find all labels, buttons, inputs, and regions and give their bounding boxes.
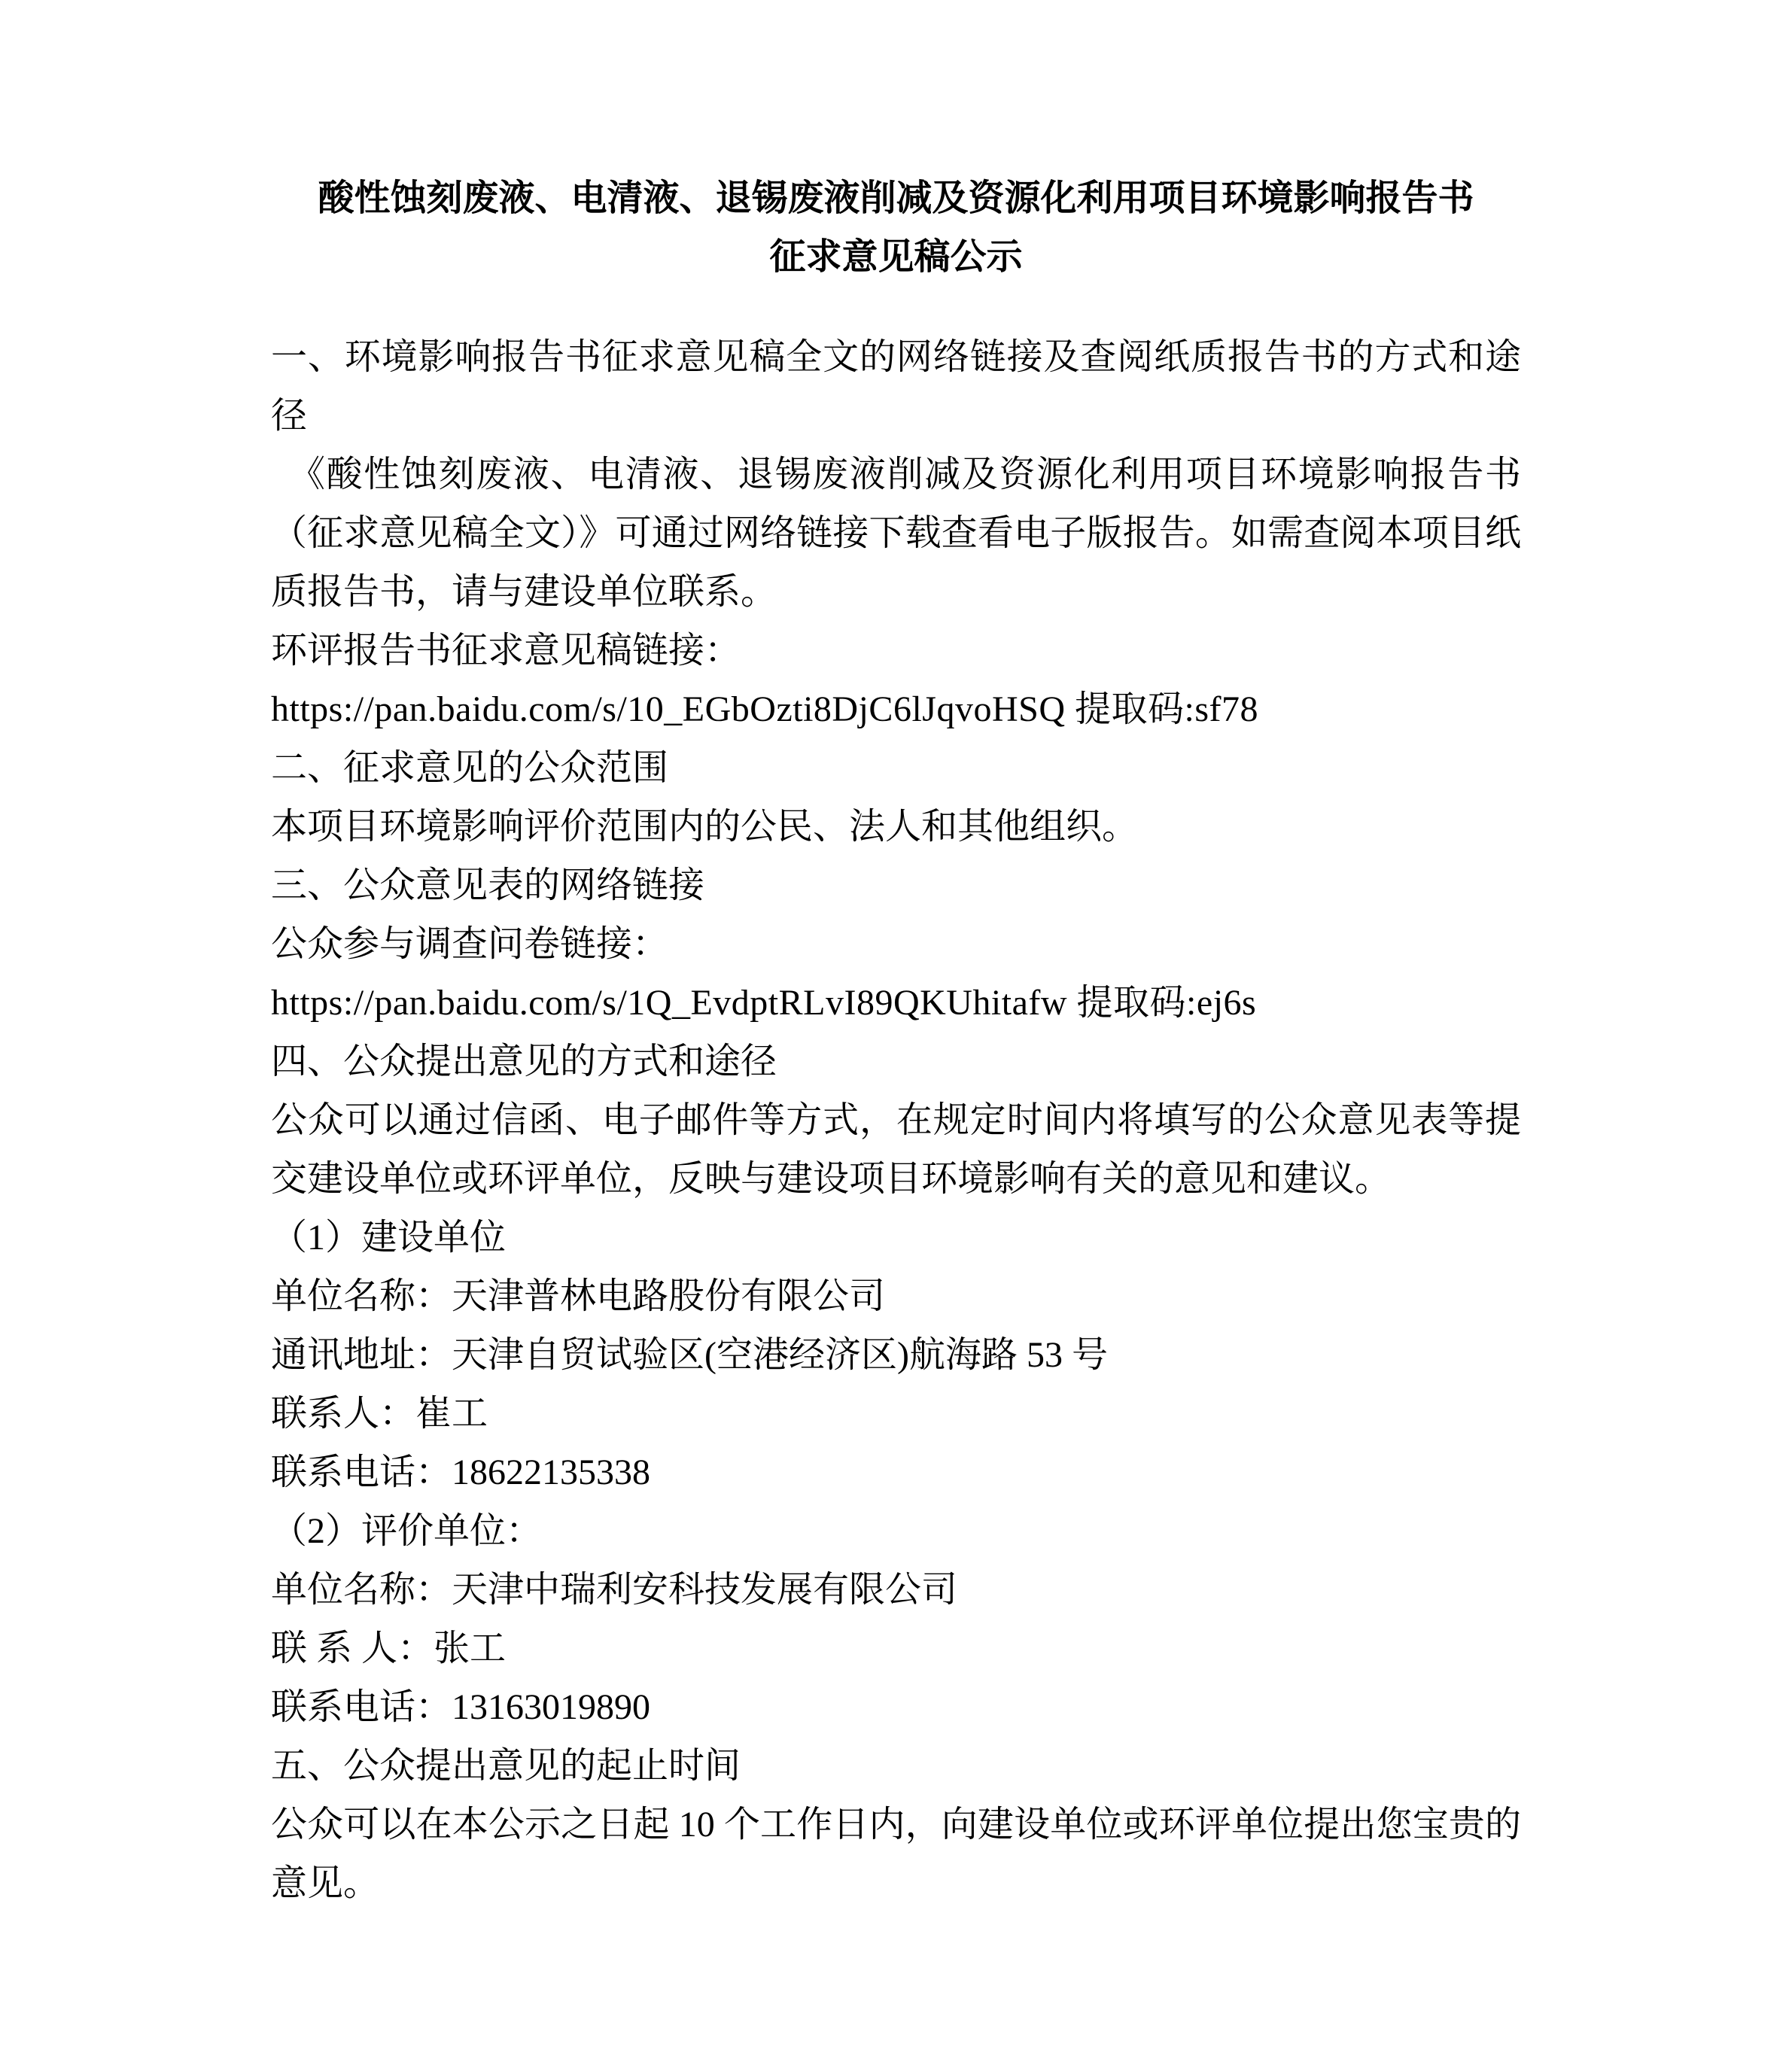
- section-4-body: 公众可以通过信函、电子邮件等方式，在规定时间内将填写的公众意见表等提交建设单位或环评单位，反映与建设项目环境影响有关的意见和建议。: [271, 1100, 1521, 1199]
- construction-unit-heading: （1）建设单位: [271, 1218, 507, 1258]
- evaluation-unit-name: 单位名称：天津中瑞利安科技发展有限公司: [271, 1570, 958, 1610]
- section-2-heading: 二、征求意见的公众范围: [271, 748, 669, 788]
- section-4-heading: 四、公众提出意见的方式和途径: [271, 1042, 777, 1081]
- report-link-label: 环评报告书征求意见稿链接：: [271, 631, 741, 671]
- section-2-body: 本项目环境影响评价范围内的公民、法人和其他组织。: [271, 807, 1139, 847]
- evaluation-unit-heading: （2）评价单位：: [271, 1511, 543, 1551]
- section-5-heading: 五、公众提出意见的起止时间: [271, 1746, 741, 1786]
- section-1-body: 《酸性蚀刻废液、电清液、退锡废液削减及资源化利用项目环境影响报告书（征求意见稿全文）》可通过网络链接下载查看电子版报告。如需查阅本项目纸质报告书，请与建设单位联系。: [271, 455, 1521, 612]
- section-1-heading: 一、环境影响报告书征求意见稿全文的网络链接及查阅纸质报告书的方式和途径: [271, 337, 1521, 436]
- questionnaire-link-label: 公众参与调查问卷链接：: [271, 924, 669, 964]
- evaluation-unit-contact: 联 系 人：张工: [271, 1629, 507, 1668]
- construction-unit-address: 通讯地址：天津自贸试验区(空港经济区)航海路 53 号: [271, 1335, 1108, 1375]
- construction-unit-contact: 联系人：崔工: [271, 1394, 488, 1434]
- construction-unit-name: 单位名称：天津普林电路股份有限公司: [271, 1276, 886, 1316]
- document-title: [271, 169, 1521, 287]
- construction-unit-phone: 联系电话：18622135338: [271, 1452, 651, 1492]
- section-5-body: 公众可以在本公示之日起 10 个工作日内，向建设单位或环评单位提出您宝贵的意见。: [271, 1805, 1521, 1903]
- section-3-heading: 三、公众意见表的网络链接: [271, 865, 705, 905]
- document-title-line1: 酸性蚀刻废液、电清液、退锡废液削减及资源化利用项目环境影响报告书: [318, 178, 1474, 218]
- document-title-line2: 征求意见稿公示: [769, 237, 1023, 277]
- report-link-url[interactable]: https://pan.baidu.com/s/10_EGbOzti8DjC6lJqvoHSQ 提取码:sf78: [271, 689, 1258, 729]
- evaluation-unit-phone: 联系电话：13163019890: [271, 1687, 651, 1727]
- questionnaire-link-url[interactable]: https://pan.baidu.com/s/1Q_EvdptRLvI89QKUhitafw 提取码:ej6s: [271, 983, 1257, 1023]
